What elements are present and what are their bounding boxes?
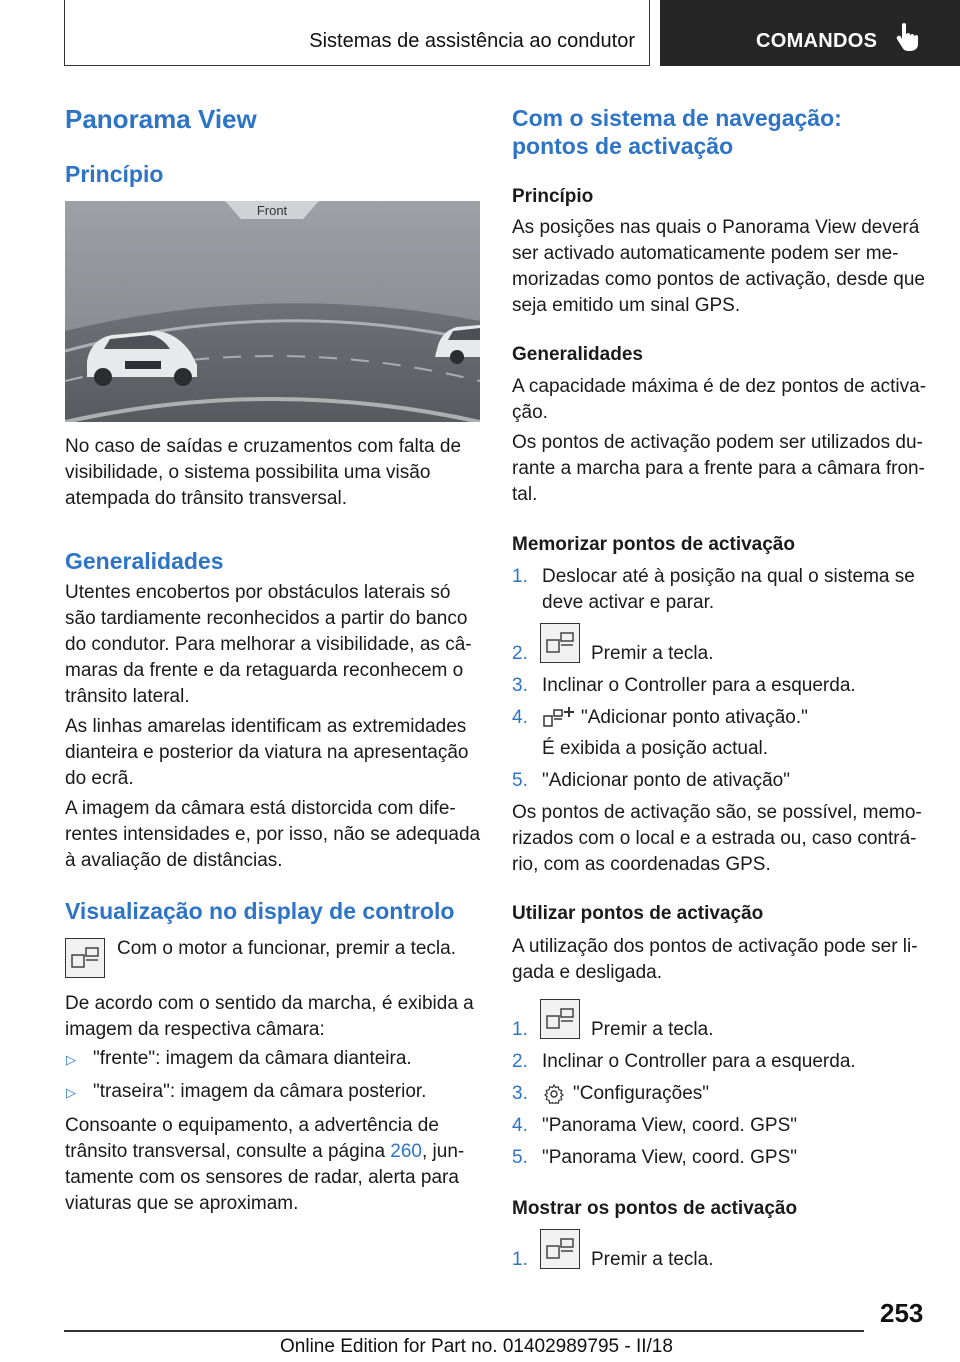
bullet-triangle-icon: ▷ — [66, 1052, 76, 1067]
right-gen-p1: A capacidade máxima é de dez pontos de activa- ção. — [512, 376, 927, 423]
settings-gear-icon — [544, 1084, 564, 1104]
hand-pointer-icon — [894, 22, 920, 52]
step-number: 2. — [512, 1051, 528, 1072]
header-tab[interactable] — [660, 0, 960, 66]
add-activation-point-icon — [542, 707, 574, 729]
camera-key-button[interactable] — [540, 999, 580, 1039]
camera-scene — [65, 201, 480, 422]
step-text: "Adicionar ponto ativação." — [581, 707, 808, 728]
step-text: "Panorama View, coord. GPS" — [542, 1147, 797, 1168]
header-section-title: Sistemas de assistência ao condutor — [309, 30, 635, 52]
left-intro: No caso de saídas e cruzamentos com falta de visibilidade, o sistema possibilita uma visão atempada do trânsito transversal. — [65, 436, 462, 509]
step-subtext: É exibida a posição actual. — [542, 738, 769, 759]
left-title: Panorama View — [65, 104, 257, 134]
camera-key-icon — [71, 947, 99, 969]
right-show-heading: Mostrar os pontos de activação — [512, 1198, 798, 1219]
step-number: 5. — [512, 1147, 528, 1168]
right-gen-heading: Generalidades — [512, 344, 643, 365]
bullet-triangle-icon: ▷ — [66, 1085, 76, 1100]
left-gen-p2: As linhas amarelas identificam as extremidades dianteira e posterior da viatura na apresentação do ecrã. — [65, 716, 469, 789]
step-text: "Adicionar ponto de ativação" — [542, 770, 790, 791]
step-number: 5. — [512, 770, 528, 791]
left-gen-heading: Generalidades — [65, 548, 224, 574]
step-number: 1. — [512, 1019, 528, 1040]
left-vis-text: Com o motor a funcionar, premir a tecla. — [117, 938, 456, 959]
step-number: 4. — [512, 707, 528, 728]
step-text: Premir a tecla. — [591, 643, 714, 664]
left-gen-p3: A imagem da câmara está distorcida com dife- rentes intensidades e, por isso, não se adequada à avaliação de distâncias. — [65, 798, 481, 871]
camera-image — [65, 201, 480, 422]
step-number: 2. — [512, 643, 528, 664]
step-text: Inclinar o Controller para a esquerda. — [542, 675, 856, 696]
right-title-1: Com o sistema de navegação: — [512, 105, 842, 131]
page-link[interactable]: 260 — [390, 1141, 422, 1162]
left-gen-p1: Utentes encobertos por obstáculos laterais só são tardiamente reconhecidos a partir do banco do condutor. Para melhorar a visibilidade, as câ- maras da frente e da retaguarda reconhecem o trânsito lateral. — [65, 582, 472, 707]
right-principio-heading: Princípio — [512, 186, 594, 207]
right-use-heading: Utilizar pontos de activação — [512, 903, 764, 924]
step-number: 1. — [512, 566, 528, 587]
bullet-item: "frente": imagem da câmara dianteira. — [93, 1048, 412, 1069]
front-label: Front — [256, 203, 288, 218]
left-vis-heading: Visualização no display de controlo — [65, 898, 455, 924]
camera-key-icon — [546, 1008, 574, 1030]
step-text: Inclinar o Controller para a esquerda. — [542, 1051, 856, 1072]
step-number: 3. — [512, 675, 528, 696]
footer-edition: Online Edition for Part no. 01402989795 - II/18 — [280, 1336, 673, 1357]
right-title-2: pontos de activação — [512, 133, 734, 159]
right-mem-after: Os pontos de activação são, se possível, memo- rizados com o local e a estrada ou, caso contrá- rio, com as coordenadas GPS. — [512, 802, 922, 875]
step-number: 4. — [512, 1115, 528, 1136]
left-principio-heading: Princípio — [65, 161, 164, 187]
step-text: "Configurações" — [573, 1083, 710, 1104]
bullet-item: "traseira": imagem da câmara posterior. — [93, 1081, 427, 1102]
step-text: Premir a tecla. — [591, 1019, 714, 1040]
left-vis-p2: De acordo com o sentido da marcha, é exibida a imagem da respectiva câmara: — [65, 993, 474, 1040]
footer-divider — [64, 1330, 864, 1332]
step-number: 3. — [512, 1083, 528, 1104]
page-number: 253 — [880, 1298, 924, 1328]
right-principio-text: As posições nas quais o Panorama View deverá ser activado automaticamente podem ser me- morizadas como pontos de activação, desde que seja emitido um sinal GPS. — [512, 217, 925, 316]
header-section-box — [64, 0, 650, 66]
step-text: Deslocar até à posição na qual o sistema se deve activar e parar. — [542, 566, 915, 613]
camera-key-icon — [546, 1238, 574, 1260]
camera-key-button[interactable] — [65, 938, 105, 978]
camera-key-button[interactable] — [540, 623, 580, 663]
left-last-paragraph: Consoante o equipamento, a advertência de trânsito transversal, consulte a página 260, jun- tamente com os sensores de radar, alerta para viaturas que se aproximam. — [65, 1115, 465, 1214]
right-mem-heading: Memorizar pontos de activação — [512, 534, 795, 555]
right-gen-p2: Os pontos de activação podem ser utilizados du- rante a marcha para a frente para a câmara fron- tal. — [512, 432, 925, 505]
camera-key-icon — [546, 632, 574, 654]
step-text: "Panorama View, coord. GPS" — [542, 1115, 797, 1136]
step-text: Premir a tecla. — [591, 1249, 714, 1270]
camera-key-button[interactable] — [540, 1229, 580, 1269]
header-tab-label: COMANDOS — [756, 30, 878, 52]
right-use-text: A utilização dos pontos de activação pode ser li- gada e desligada. — [512, 936, 918, 983]
step-number: 1. — [512, 1249, 528, 1270]
